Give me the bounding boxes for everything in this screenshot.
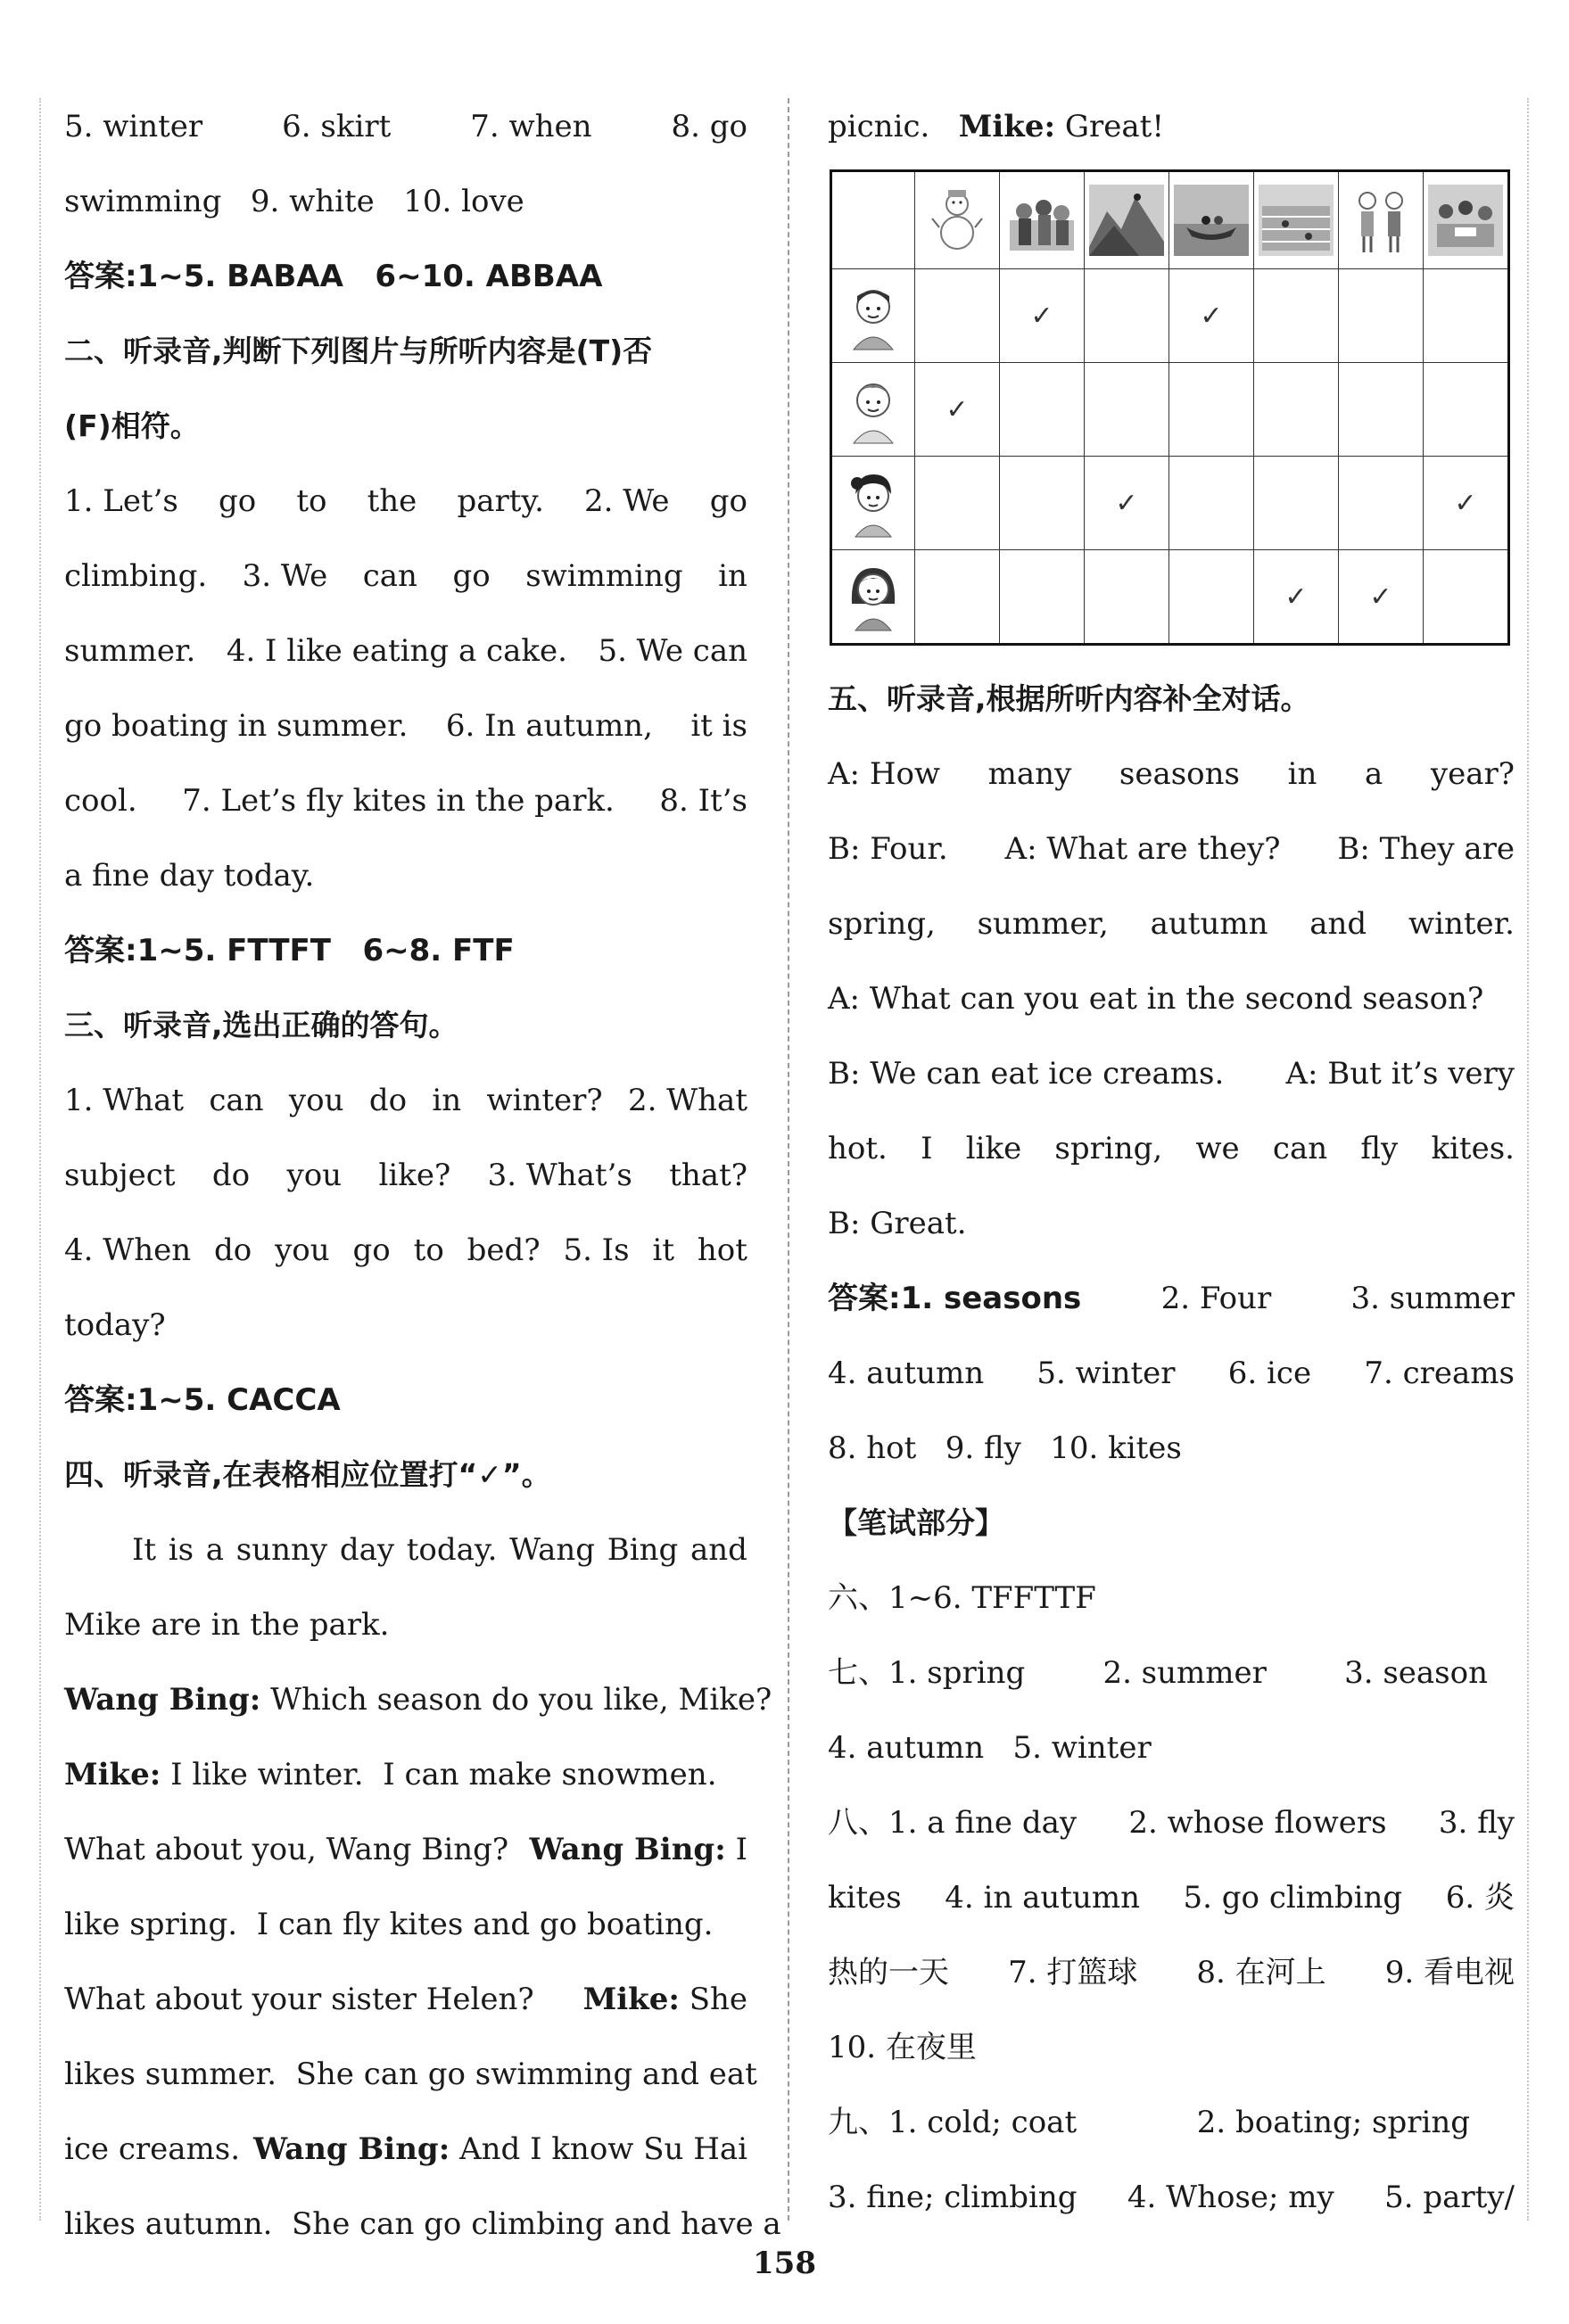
answer-part-6: 六、1~6. TFFTTF bbox=[828, 1580, 1096, 1616]
answer-part-9-line-1: 九、1. cold; coat 2. boating; spring bbox=[828, 2105, 1470, 2140]
dialogue-line-5: B: We can eat ice creams. A: But it’s very bbox=[828, 1056, 1515, 1092]
check-cell bbox=[1000, 457, 1085, 550]
check-cell bbox=[915, 269, 1000, 363]
table-row bbox=[831, 269, 1509, 363]
check-cell: ✓ bbox=[1169, 269, 1254, 363]
script-3-line-3: 4. When do you go to bed? 5. Is it hot bbox=[64, 1232, 747, 1268]
check-cell bbox=[1000, 550, 1085, 645]
picnic-picture bbox=[1428, 185, 1503, 256]
boy-face-2 bbox=[845, 374, 902, 445]
dialogue-line-4: A: What can you eat in the second season? bbox=[828, 981, 1484, 1017]
check-cell bbox=[1169, 457, 1254, 550]
page-number: 158 bbox=[753, 2246, 816, 2281]
person-cell bbox=[831, 269, 915, 363]
check-cell bbox=[1424, 550, 1509, 645]
script-2-line-1: 1. Let’s go to the party. 2. We go bbox=[64, 483, 747, 519]
answer-part-5-line-2: 4. autumn 5. winter 6. ice 7. creams bbox=[828, 1356, 1515, 1391]
person-cell bbox=[831, 550, 915, 645]
girl-face-2 bbox=[845, 561, 902, 632]
answer-part-9-line-2: 3. fine; climbing 4. Whose; my 5. party/ bbox=[828, 2180, 1515, 2215]
header-cell-party bbox=[1000, 171, 1085, 269]
dialogue-line-2: B: Four. A: What are they? B: They are bbox=[828, 831, 1515, 867]
section-5-title: 五、听录音,根据所听内容补全对话。 bbox=[828, 681, 1310, 716]
story-line-9: ice creams. Wang Bing: And I know Su Hai bbox=[64, 2131, 747, 2167]
party-picture bbox=[1006, 185, 1078, 256]
check-cell: ✓ bbox=[1424, 457, 1509, 550]
check-cell: ✓ bbox=[915, 363, 1000, 457]
script-2-line-2: climbing. 3. We can go swimming in bbox=[64, 558, 747, 594]
check-cell: ✓ bbox=[1254, 550, 1339, 645]
dialogue-line-3: spring, summer, autumn and winter. bbox=[828, 906, 1515, 942]
dialogue-line-6: hot. I like spring, we can fly kites. bbox=[828, 1131, 1515, 1166]
section-2-title: 二、听录音,判断下列图片与所听内容是(T)否 bbox=[64, 334, 653, 368]
boating-picture bbox=[1174, 185, 1249, 256]
story-line-11: picnic. Mike: Great! bbox=[828, 109, 1164, 144]
table-row bbox=[831, 363, 1509, 457]
dialogue-line-1: A: How many seasons in a year? bbox=[828, 756, 1515, 792]
person-cell bbox=[831, 363, 915, 457]
script-2-line-3: summer. 4. I like eating a cake. 5. We can bbox=[64, 633, 747, 669]
section-3-title: 三、听录音,选出正确的答句。 bbox=[64, 1008, 458, 1043]
check-cell bbox=[1169, 550, 1254, 645]
check-cell bbox=[1424, 269, 1509, 363]
section-4-title: 四、听录音,在表格相应位置打“✓”。 bbox=[64, 1457, 551, 1492]
swimming-picture bbox=[1259, 185, 1334, 256]
check-cell bbox=[1424, 363, 1509, 457]
check-cell bbox=[915, 457, 1000, 550]
answer-part-8-line-1: 八、1. a fine day 2. whose flowers 3. fly bbox=[828, 1805, 1515, 1841]
check-cell bbox=[1254, 457, 1339, 550]
script-2-line-5: cool. 7. Let’s fly kites in the park. 8. It’s bbox=[64, 783, 747, 819]
story-line-1: It is a sunny day today. Wang Bing and bbox=[132, 1532, 747, 1568]
header-cell-boating bbox=[1169, 171, 1254, 269]
story-line-2: Mike are in the park. bbox=[64, 1607, 390, 1643]
dialogue-line-7: B: Great. bbox=[828, 1206, 967, 1241]
story-line-6: like spring. I can fly kites and go boating. bbox=[64, 1907, 714, 1942]
vocab-line-1: 5. winter 6. skirt 7. when 8. go bbox=[64, 109, 747, 144]
answer-part-2: 答案:1~5. FTTFT 6~8. FTF bbox=[64, 933, 515, 968]
kids-picture bbox=[1350, 185, 1412, 256]
story-line-10: likes autumn. She can go climbing and have a bbox=[64, 2206, 781, 2242]
table-header-row bbox=[831, 171, 1509, 269]
check-cell bbox=[1169, 363, 1254, 457]
check-cell bbox=[915, 550, 1000, 645]
right-column bbox=[828, 89, 1515, 2235]
table-row bbox=[831, 457, 1509, 550]
written-part-heading: 【笔试部分】 bbox=[828, 1505, 1004, 1540]
table-corner-cell bbox=[831, 171, 915, 269]
answer-part-1: 答案:1~5. BABAA 6~10. ABBAA bbox=[64, 259, 603, 294]
story-line-5: What about you, Wang Bing? Wang Bing: I bbox=[64, 1832, 747, 1867]
left-column bbox=[64, 89, 781, 2262]
boy-face-1 bbox=[845, 280, 902, 351]
check-cell bbox=[1339, 457, 1424, 550]
answer-part-3: 答案:1~5. CACCA bbox=[64, 1382, 341, 1418]
check-cell bbox=[1085, 269, 1169, 363]
answer-part-5-line-3: 8. hot 9. fly 10. kites bbox=[828, 1430, 1182, 1466]
check-cell bbox=[1254, 363, 1339, 457]
answer-part-8-line-2: kites 4. in autumn 5. go climbing 6. 炎 bbox=[828, 1880, 1515, 1916]
header-cell-kids bbox=[1339, 171, 1424, 269]
vocab-line-2: swimming 9. white 10. love bbox=[64, 184, 524, 219]
girl-face-1 bbox=[845, 467, 902, 539]
story-line-4: Mike: I like winter. I can make snowmen. bbox=[64, 1757, 717, 1792]
section-2-title-cont: (F)相符。 bbox=[64, 408, 200, 443]
check-cell bbox=[1085, 550, 1169, 645]
header-cell-swimming bbox=[1254, 171, 1339, 269]
check-cell: ✓ bbox=[1339, 550, 1424, 645]
answer-part-8-line-3: 热的一天 7. 打篮球 8. 在河上 9. 看电视 bbox=[828, 1955, 1515, 1990]
season-check-table bbox=[830, 169, 1510, 646]
check-cell: ✓ bbox=[1000, 269, 1085, 363]
person-cell bbox=[831, 457, 915, 550]
snowman-picture bbox=[930, 186, 984, 254]
answer-part-7-line-1: 七、1. spring 2. summer 3. season bbox=[828, 1655, 1488, 1691]
check-cell bbox=[1254, 269, 1339, 363]
column-divider bbox=[788, 98, 789, 2221]
check-cell bbox=[1085, 363, 1169, 457]
story-line-8: likes summer. She can go swimming and eat bbox=[64, 2056, 757, 2092]
climbing-picture bbox=[1089, 185, 1164, 256]
answer-part-8-line-4: 10. 在夜里 bbox=[828, 2030, 977, 2065]
check-cell: ✓ bbox=[1085, 457, 1169, 550]
answer-part-5-line-1: 答案:1. seasons 2. Four 3. summer bbox=[828, 1281, 1515, 1316]
script-3-line-1: 1. What can you do in winter? 2. What bbox=[64, 1083, 747, 1118]
story-line-3: Wang Bing: Which season do you like, Mike? bbox=[64, 1682, 772, 1718]
check-cell bbox=[1339, 269, 1424, 363]
check-cell bbox=[1339, 363, 1424, 457]
header-cell-picnic bbox=[1424, 171, 1509, 269]
answer-part-7-line-2: 4. autumn 5. winter bbox=[828, 1730, 1152, 1766]
script-2-line-6: a fine day today. bbox=[64, 858, 315, 894]
table-row bbox=[831, 550, 1509, 645]
check-cell bbox=[1000, 363, 1085, 457]
script-3-line-2: subject do you like? 3. What’s that? bbox=[64, 1158, 747, 1193]
header-cell-climbing bbox=[1085, 171, 1169, 269]
story-line-7: What about your sister Helen? Mike: She bbox=[64, 1982, 747, 2017]
script-2-line-4: go boating in summer. 6. In autumn, it is bbox=[64, 708, 747, 744]
script-3-line-4: today? bbox=[64, 1307, 166, 1343]
header-cell-snowman bbox=[915, 171, 1000, 269]
